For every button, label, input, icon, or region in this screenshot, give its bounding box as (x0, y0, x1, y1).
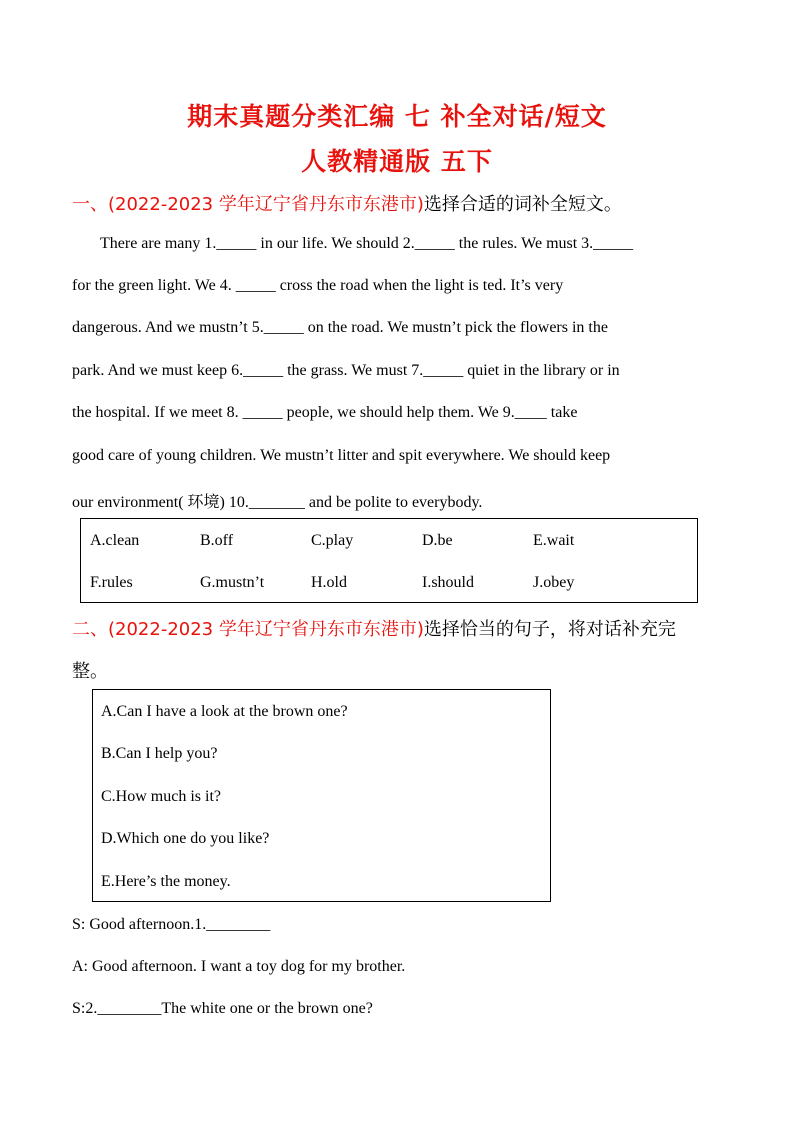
passage-line: good care of young children. We mustn’t litter and spit everywhere. We should keep (72, 447, 611, 464)
section-2-heading (72, 615, 676, 641)
section-1-source: (2022-2023 学年辽宁省丹东市东港市) (108, 194, 424, 215)
section-1-heading (72, 190, 622, 216)
section-2-source: (2022-2023 学年辽宁省丹东市东港市) (108, 619, 424, 640)
passage-line: for the green light. We 4. _____ cross the road when the light is ted. It’s very (72, 277, 564, 294)
dialogue-line: A: Good afternoon. I want a toy dog for my brother. (72, 958, 406, 975)
sentence-option-e: E.Here’s the money. (101, 873, 231, 890)
section-1-number: 一、 (72, 194, 108, 215)
section-1-instruction: 选择合适的词补全短文。 (423, 194, 622, 215)
document-subtitle: 人教精通版 五下 (301, 147, 493, 176)
sentence-option-d: D.Which one do you like? (101, 830, 270, 847)
passage-line: park. And we must keep 6._____ the grass. We must 7._____ quiet in the library or in (72, 362, 620, 379)
sentence-option-c: C.How much is it? (101, 788, 221, 805)
dialogue-line: S:2.________The white one or the brown one? (72, 1000, 373, 1017)
passage-line: There are many 1._____ in our life. We should 2._____ the rules. We must 3._____ (100, 235, 634, 252)
word-option-a: A.clean (90, 532, 140, 549)
word-options-box (80, 518, 698, 603)
word-option-d: D.be (422, 532, 453, 549)
word-option-h: H.old (311, 574, 347, 591)
section-2-instruction-cont: 整。 (72, 661, 108, 682)
section-2-instruction: 选择恰当的句子，将对话补充完 (423, 619, 676, 640)
dialogue-line: S: Good afternoon.1.________ (72, 916, 271, 933)
word-option-e: E.wait (533, 532, 575, 549)
word-option-f: F.rules (90, 574, 133, 591)
word-option-b: B.off (200, 532, 234, 549)
sentence-option-a: A.Can I have a look at the brown one? (101, 703, 348, 720)
document-title: 期末真题分类汇编 七 补全对话/短文 (187, 102, 607, 131)
word-option-g: G.mustn’t (200, 574, 265, 591)
sentence-option-b: B.Can I help you? (101, 745, 218, 762)
passage-line: the hospital. If we meet 8. _____ people, we should help them. We 9.____ take (72, 404, 578, 421)
passage-line: dangerous. And we mustn’t 5._____ on the road. We mustn’t pick the flowers in the (72, 319, 608, 336)
word-option-i: I.should (422, 574, 474, 591)
passage-line: our environment( 环境) 10._______ and be polite to everybody. (72, 494, 483, 511)
section-2-number: 二、 (72, 619, 108, 640)
word-option-j: J.obey (533, 574, 575, 591)
word-option-c: C.play (311, 532, 354, 549)
sentence-options-box (92, 689, 551, 902)
